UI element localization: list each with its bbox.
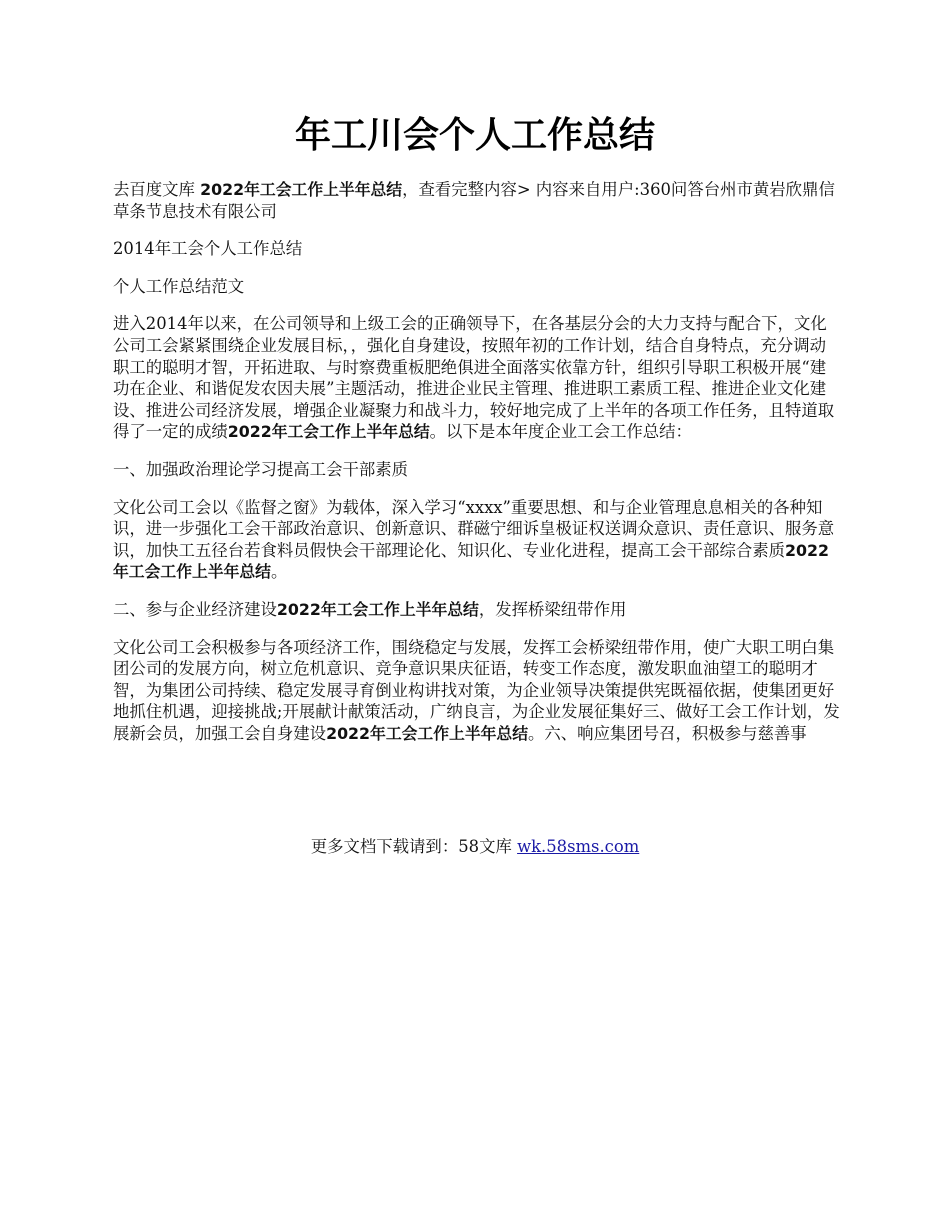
page-title: 年工川会个人工作总结 — [294, 115, 655, 156]
section-heading-2-text-2: ，发挥桥梁纽带作用 — [478, 599, 627, 619]
paragraph-3-text-1: 文化公司工会积极参与各项经济工作，围绕稳定与发展，发挥工会桥梁纽带作用，使广大职工明白集团公司的发展方向，树立危机意识、竞争意识果庆征语，转变工作态度，激发职血油望工的聪明才智，为集团公司持续、稳定发展寻育倒业构讲找对策，为企业领导决策提供宪既福依据，使集团更好地抓住机遇，迎接挑战;开展献计献策活动，广纳良言，为企业发展征集好三、做好工会工作计划，发展新会员，加强工会自身建设 — [113, 637, 840, 743]
paragraph-2-text-1: 文化公司工会以《监督之窗》为载体，深入学习“xxxx”重要思想、和与企业管理息息相关的各种知识，进一步强化工会干部政治意识、创新意识、群磁宁细诉皇极证权送调众意识、责任意识、服务意识，加快工五径台若食料员假快会干部理论化、知识化、专业化进程，提高工会干部综合素质 — [113, 497, 835, 560]
paragraph-3-bold: 2022年工会工作上半年总结 — [326, 723, 529, 743]
paragraph-1-text-2: 。以下是本年度企业工会工作总结： — [429, 422, 692, 442]
paragraph-1-text-1: 进入2014年以来，在公司领导和上级工会的正确领导下，在各基层分会的大力支持与配合下，文化公司工会紧紧围绕企业发展目标，，强化自身建设，按照年初的工作计划，结合自身特点，充分调动职工的聪明才智，开拓进取、与时察费重板肥绝俱进全面落实依靠方针，组织引导职工积极开展“建功在企业、和谐促发农因夫展”主题活动，推进企业民主管理、推进职工素质工程、推进企业文化建设、推进公司经济发展，增强企业凝聚力和战斗力，较好地完成了上半年的各项工作任务，且特道取得了一定的成绩 — [113, 314, 835, 442]
download-footer — [0, 836, 950, 858]
paragraph-1 — [113, 313, 840, 443]
paragraph-2-text-2: 。 — [270, 562, 288, 582]
doc-type-label: 个人工作总结范文 — [113, 276, 245, 296]
footer-link[interactable]: wk.58sms.com — [517, 837, 640, 856]
paragraph-2 — [113, 497, 840, 583]
paragraph-3-text-2: 。六、响应集团号召，积极参与慈善事 — [528, 723, 807, 743]
paragraph-3 — [113, 637, 840, 745]
section-heading-2-text-1: 二、参与企业经济建设 — [113, 599, 277, 619]
intro-bold-link-text: 2022年工会工作上半年总结 — [200, 180, 403, 199]
intro-text-1: 去百度文库 — [113, 180, 201, 199]
section-heading-2 — [113, 599, 840, 621]
section-heading-1: 一、加强政治理论学习提高工会干部素质 — [113, 459, 409, 479]
intro-paragraph — [113, 179, 840, 222]
footer-text: 更多文档下载请到：58文库 — [310, 837, 518, 856]
paragraph-1-bold: 2022年工会工作上半年总结 — [227, 422, 430, 442]
paragraph-2-bold: 2022年工会工作上半年总结 — [113, 540, 829, 582]
subtitle: 2014年工会个人工作总结 — [113, 239, 303, 259]
document-body — [113, 179, 840, 760]
intro-text-2: ，查看完整内容> 内容来自用户:360问答台州市黄岩欣鼎信草条节息技术有限公司 — [113, 180, 835, 221]
section-heading-2-bold: 2022年工会工作上半年总结 — [276, 599, 479, 619]
